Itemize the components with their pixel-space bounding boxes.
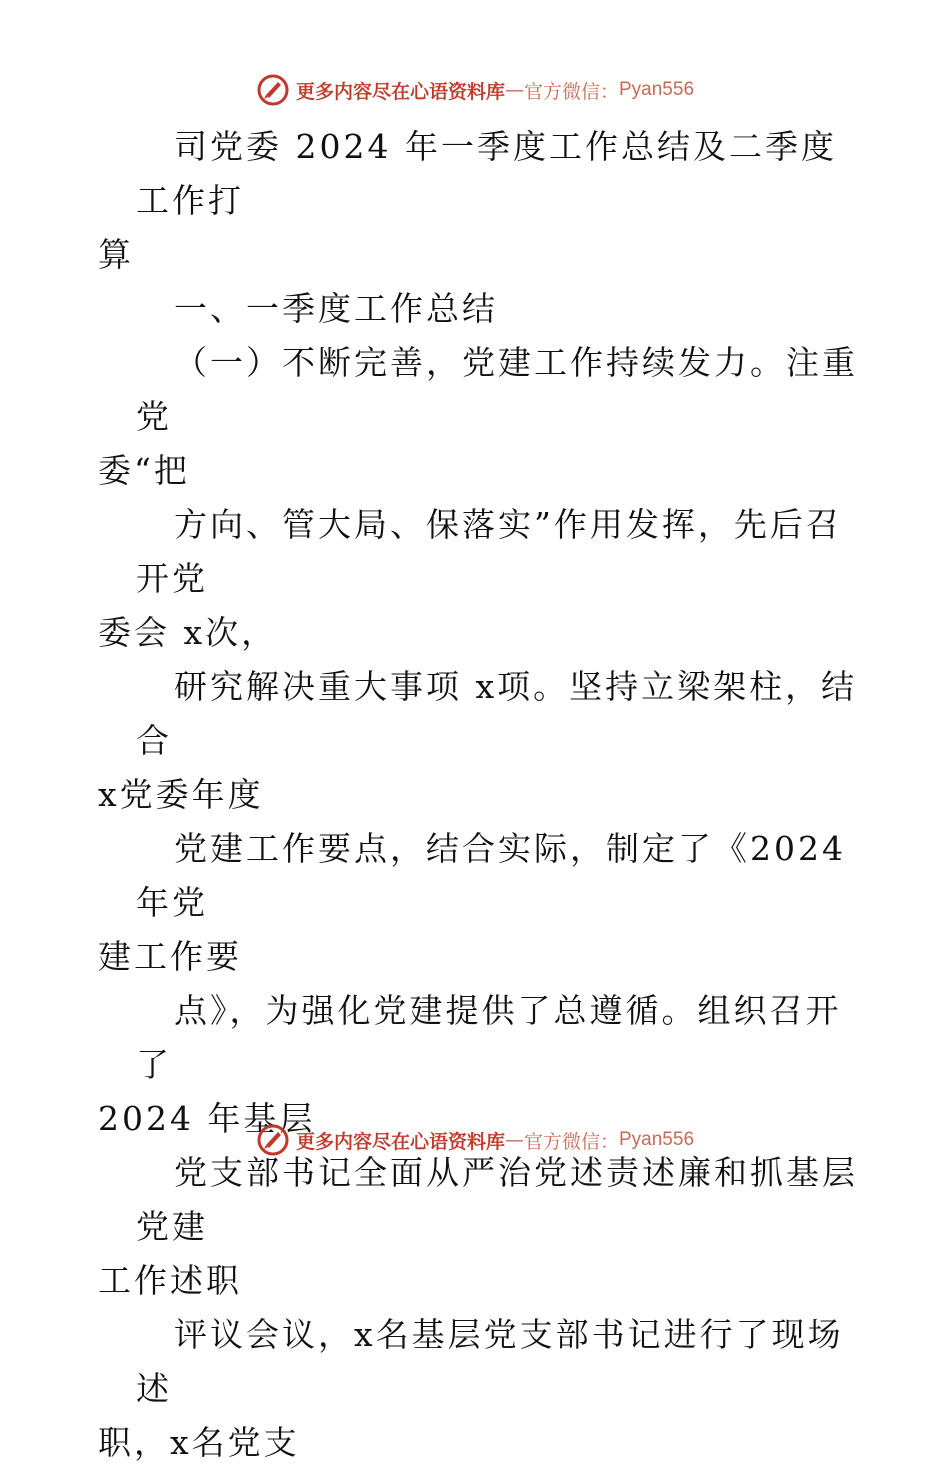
watermark-wechat-id: Pyan556 bbox=[619, 1129, 695, 1150]
doc-line: 点》，为强化党建提供了总遵循。组织召开了 bbox=[136, 991, 842, 1084]
watermark-dash: — bbox=[504, 1129, 524, 1151]
doc-line: 委会 x次， bbox=[98, 613, 278, 652]
doc-line: 研究解决重大事项 x项。坚持立梁架柱，结合 bbox=[136, 667, 858, 760]
watermark-banner-top bbox=[0, 70, 950, 110]
logo-icon bbox=[256, 73, 290, 107]
logo-icon bbox=[256, 1123, 290, 1157]
doc-line: 司党委 2024 年一季度工作总结及二季度工作打 bbox=[136, 127, 837, 220]
doc-line: 评议会议，x名基层党支部书记进行了现场述 bbox=[136, 1315, 844, 1408]
watermark-official: 官方微信： bbox=[523, 1130, 619, 1153]
watermark-wechat-id: Pyan556 bbox=[619, 79, 695, 100]
watermark-official: 官方微信： bbox=[523, 80, 619, 103]
doc-line: 工作述职 bbox=[98, 1261, 242, 1300]
doc-line: 职，x名党支 bbox=[98, 1423, 300, 1462]
watermark-banner-bottom bbox=[0, 1120, 950, 1160]
doc-line: （一）不断完善，党建工作持续发力。注重党 bbox=[136, 343, 858, 436]
doc-line: 建工作要 bbox=[98, 937, 242, 976]
watermark-brand: 更多内容尽在心语资料库 bbox=[295, 1130, 505, 1153]
doc-line: 党支部书记全面从严治党述责述廉和抓基层党建 bbox=[136, 1153, 858, 1246]
watermark-brand: 更多内容尽在心语资料库 bbox=[295, 80, 505, 103]
doc-line: 一、一季度工作总结 bbox=[174, 289, 498, 328]
doc-line: 委“把 bbox=[98, 451, 190, 490]
doc-line: 算 bbox=[98, 235, 134, 274]
watermark-dash: — bbox=[504, 79, 524, 101]
document-body bbox=[98, 120, 858, 1470]
doc-line: 党建工作要点，结合实际，制定了《2024 年党 bbox=[136, 829, 860, 922]
doc-line: 2024 年基层 bbox=[98, 1099, 316, 1138]
doc-line: 方向、管大局、保落实”作用发挥，先后召开党 bbox=[136, 505, 842, 598]
doc-line: x党委年度 bbox=[98, 775, 264, 814]
